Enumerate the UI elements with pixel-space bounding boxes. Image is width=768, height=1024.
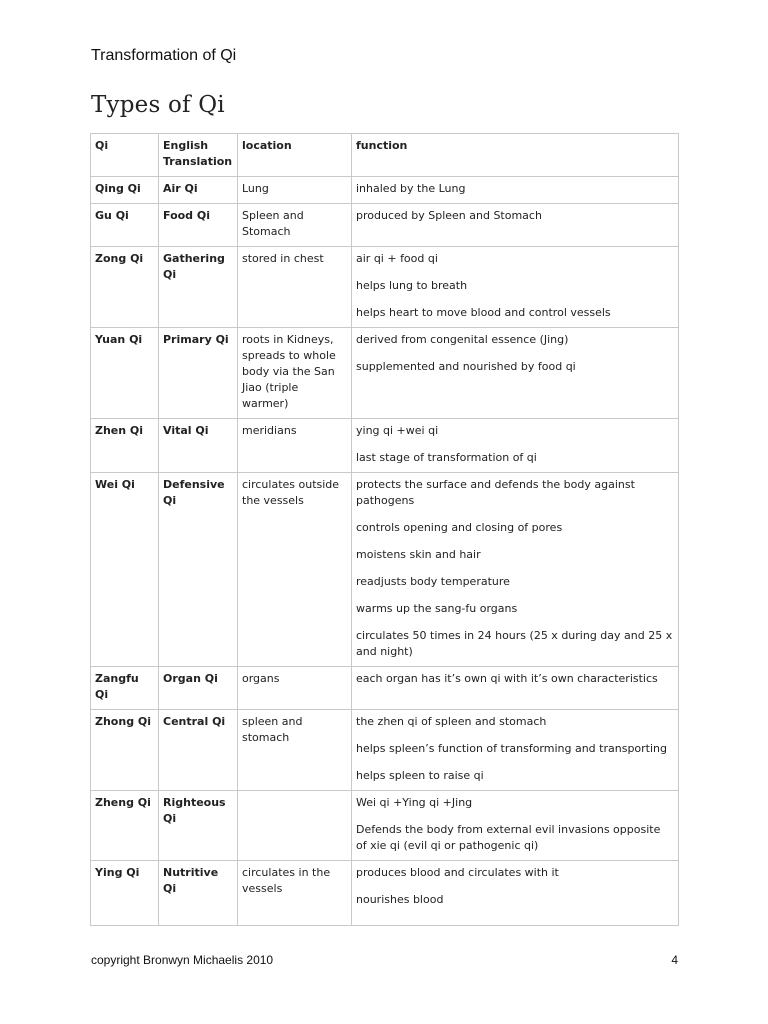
column-header-location: location (238, 134, 352, 177)
column-header-qi: Qi (91, 134, 159, 177)
page-number: 4 (671, 953, 678, 967)
function-line: each organ has it’s own qi with it’s own characteristics (356, 672, 658, 685)
function-line: warms up the sang-fu organs (356, 602, 518, 615)
function-line: air qi + food qi (356, 252, 438, 265)
function-cell (352, 328, 679, 419)
english-translation-cell: Vital Qi (159, 419, 238, 473)
function-line: ying qi +wei qi (356, 424, 439, 437)
qi-name-cell: Zhong Qi (91, 710, 159, 791)
english-translation-cell: Air Qi (159, 177, 238, 204)
location-cell: circulates outside the vessels (238, 473, 352, 667)
function-line: produced by Spleen and Stomach (356, 209, 542, 222)
location-cell: organs (238, 667, 352, 710)
function-line: nourishes blood (356, 893, 444, 906)
english-translation-cell: Organ Qi (159, 667, 238, 710)
english-translation-cell: Defensive Qi (159, 473, 238, 667)
types-of-qi-table (90, 133, 679, 926)
function-line: the zhen qi of spleen and stomach (356, 715, 547, 728)
function-cell (352, 247, 679, 328)
function-cell (352, 473, 679, 667)
function-cell (352, 861, 679, 926)
function-line: controls opening and closing of pores (356, 521, 563, 534)
table-body (91, 177, 679, 926)
function-line: readjusts body temperature (356, 575, 510, 588)
function-cell (352, 791, 679, 861)
function-line: last stage of transformation of qi (356, 451, 537, 464)
qi-name-cell: Wei Qi (91, 473, 159, 667)
function-line: helps spleen’s function of transforming and transporting (356, 742, 667, 755)
function-line: circulates 50 times in 24 hours (25 x during day and 25 x and night) (356, 629, 673, 658)
location-cell: circulates in the vessels (238, 861, 352, 926)
function-line: helps heart to move blood and control vessels (356, 306, 611, 319)
column-header-function: function (352, 134, 679, 177)
qi-name-cell: Zong Qi (91, 247, 159, 328)
qi-name-cell: Zhen Qi (91, 419, 159, 473)
function-line: helps spleen to raise qi (356, 769, 484, 782)
location-cell: stored in chest (238, 247, 352, 328)
qi-name-cell: Gu Qi (91, 204, 159, 247)
qi-name-cell: Ying Qi (91, 861, 159, 926)
function-line: protects the surface and defends the body against pathogens (356, 478, 635, 507)
function-line: Defends the body from external evil invasions opposite of xie qi (evil qi or pathogenic qi) (356, 823, 661, 852)
english-translation-cell: Primary Qi (159, 328, 238, 419)
function-line: derived from congenital essence (Jing) (356, 333, 569, 346)
english-translation-cell: Nutritive Qi (159, 861, 238, 926)
english-translation-cell: Central Qi (159, 710, 238, 791)
document-header: Transformation of Qi (91, 47, 237, 64)
qi-name-cell: Yuan Qi (91, 328, 159, 419)
qi-name-cell: Zangfu Qi (91, 667, 159, 710)
function-line: Wei qi +Ying qi +Jing (356, 796, 473, 809)
table-row (91, 204, 679, 247)
location-cell (238, 791, 352, 861)
table-row (91, 473, 679, 667)
table-row (91, 328, 679, 419)
english-translation-cell: Food Qi (159, 204, 238, 247)
english-translation-cell: Gathering Qi (159, 247, 238, 328)
location-cell: Spleen and Stomach (238, 204, 352, 247)
table-row (91, 861, 679, 926)
table-header-row (91, 134, 679, 177)
column-header-english-translation: English Translation (159, 134, 238, 177)
table-row (91, 667, 679, 710)
location-cell: Lung (238, 177, 352, 204)
function-line: helps lung to breath (356, 279, 468, 292)
function-line: supplemented and nourished by food qi (356, 360, 576, 373)
english-translation-cell: Righteous Qi (159, 791, 238, 861)
function-cell (352, 204, 679, 247)
function-cell (352, 667, 679, 710)
table-row (91, 419, 679, 473)
function-line: inhaled by the Lung (356, 182, 466, 195)
function-line: produces blood and circulates with it (356, 866, 559, 879)
copyright-footer: copyright Bronwyn Michaelis 2010 (91, 953, 274, 967)
table-row (91, 710, 679, 791)
qi-name-cell: Qing Qi (91, 177, 159, 204)
table-row (91, 247, 679, 328)
qi-name-cell: Zheng Qi (91, 791, 159, 861)
function-cell (352, 710, 679, 791)
section-title: Types of Qi (91, 92, 225, 118)
location-cell: roots in Kidneys, spreads to whole body via the San Jiao (triple warmer) (238, 328, 352, 419)
table-row (91, 791, 679, 861)
function-cell (352, 177, 679, 204)
location-cell: spleen and stomach (238, 710, 352, 791)
function-cell (352, 419, 679, 473)
function-line: moistens skin and hair (356, 548, 481, 561)
table-row (91, 177, 679, 204)
location-cell: meridians (238, 419, 352, 473)
